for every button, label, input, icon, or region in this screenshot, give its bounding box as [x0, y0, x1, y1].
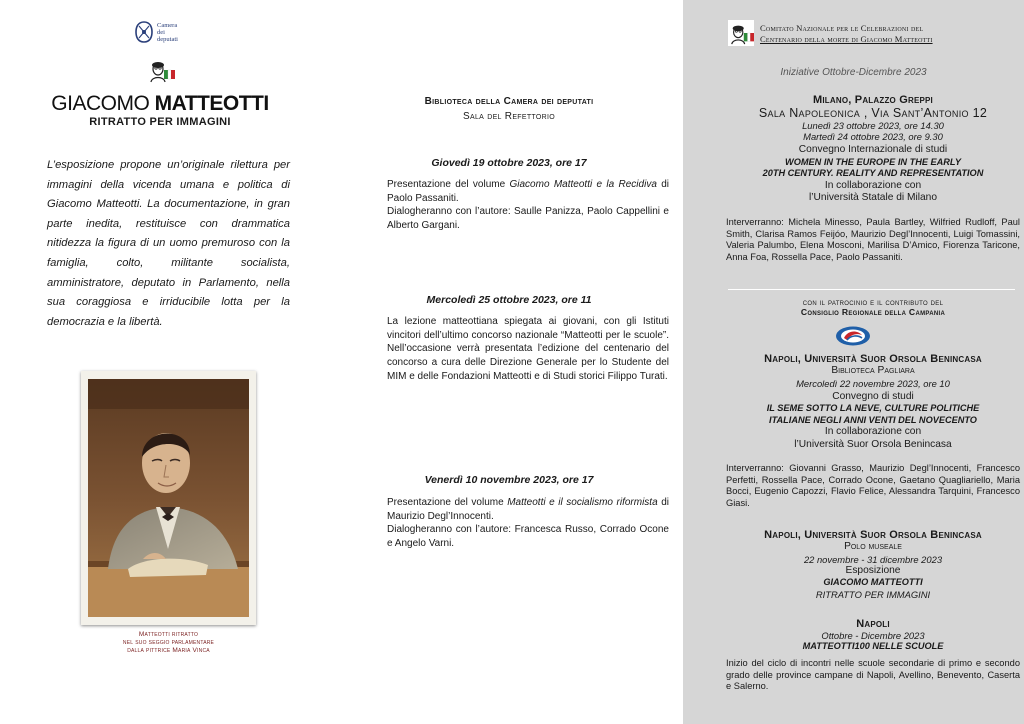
title-last-name: MATTEOTTI: [154, 92, 269, 115]
napoli-2-event: Esposizione: [845, 564, 901, 576]
napoli-3-date: Ottobre - Dicembre 2023: [821, 630, 925, 641]
napoli-1-city: Napoli, Università Suor Orsola Benincasa: [764, 353, 982, 365]
milano-date-2: Martedì 24 ottobre 2023, ore 9.30: [803, 131, 943, 142]
napoli-schools-header: [723, 618, 1023, 653]
chamber-emblem-icon: [134, 20, 154, 44]
chamber-of-deputies-logo: [134, 20, 178, 44]
event-3-date: Venerdì 10 novembre 2023, ore 17: [424, 474, 594, 486]
matteotti-portrait-logo-icon: [147, 56, 175, 84]
napoli-2-city: Napoli, Università Suor Orsola Benincasa: [764, 529, 982, 541]
milano-event: Convegno Internazionale di studi: [798, 144, 948, 155]
napoli-1-event: Convegno di studi: [832, 390, 914, 402]
event-1-date: Giovedì 19 ottobre 2023, ore 17: [431, 157, 587, 169]
portrait-painting: [81, 371, 256, 625]
patronage-line-2: Consiglio Regionale della Campania: [800, 307, 946, 317]
right-panel: [683, 0, 1024, 724]
napoli-convegno-header: [723, 353, 1023, 451]
initiatives-period: Iniziative Ottobre-Dicembre 2023: [780, 67, 927, 78]
milano-city: Milano, Palazzo Greppi: [813, 94, 933, 106]
exhibition-subtitle: RITRATTO PER IMMAGINI: [89, 116, 231, 128]
napoli-3-city: Napoli: [856, 618, 890, 630]
library-room: Sala del Refettorio: [463, 111, 555, 122]
committee-header: [728, 19, 933, 47]
milano-venue: Sala Napoleonica , Via Sant’Antonio 12: [758, 106, 988, 120]
milano-speakers: Interverranno: Michela Minesso, Paula Bartley, Wilfried Rudloff, Paul Smith, Clarisa Ramos Feijóo, Maurizio Degl’Innocenti, Luigi Tomassini, Valeria Palumbo, Elena Mosconi, Marilisa D’Amico, Fiorenza Taricone, Anna Foa, Rossella Pace, Paolo Passaniti.: [726, 217, 1020, 262]
napoli-1-title-1: IL SEME SOTTO LA NEVE, CULTURE POLITICHE: [766, 403, 980, 413]
milano-collab-2: l’Università Statale di Milano: [809, 192, 937, 203]
event-2-date: Mercoledì 25 ottobre 2023, ore 11: [426, 294, 592, 306]
napoli-exhibition-header: [723, 529, 1023, 600]
napoli-2-date: 22 novembre - 31 dicembre 2023: [803, 553, 943, 565]
napoli-1-date: Mercoledì 22 novembre 2023, ore 10: [796, 377, 950, 389]
napoli-2-title-1: GIACOMO MATTEOTTI: [823, 577, 923, 587]
library-title: Biblioteca della Camera dei deputati: [424, 96, 594, 107]
milano-title-1: WOMEN IN THE EUROPE IN THE EARLY: [785, 156, 961, 167]
left-panel: [0, 0, 335, 724]
napoli-3-text: Inizio del ciclo di incontri nelle scuole secondarie di primo e secondo grado delle province campane di Napoli, Avellino, Benevento, Caserta e Salerno.: [726, 658, 1020, 692]
event-2-text: La lezione matteottiana spiegata ai giovani, con gli Istituti vincitori dell’ultimo concorso nazionale “Matteotti per le scuole”. Nell’occasione verrà presentata l’edizione del centenario del concorso a cura delle Direzione Generale per lo Studente del MIM e delle Fondazioni Matteotti e di Studi storici Filippo Turati.: [387, 316, 669, 382]
napoli-1-venue: Biblioteca Pagliara: [831, 365, 915, 376]
middle-panel: [335, 0, 683, 724]
event-1-text: Presentazione del volume Giacomo Matteotti e la Recidiva di Paolo Passaniti. Dialogheranno con l’autore: Saulle Panizza, Paolo Cappellini e Alberto Gargani.: [387, 179, 669, 232]
painting-caption: Matteotti ritratto nel suo seggio parlamentare dalla pittrice Maria Vinca: [122, 631, 215, 654]
campania-region-logo-icon: [835, 326, 871, 346]
milano-date-1: Lunedì 23 ottobre 2023, ore 14.30: [802, 120, 944, 131]
exhibition-title: [0, 92, 320, 116]
intro-paragraph: L’esposizione propone un’originale rilettura per immagini della vicenda umana e politica di Giacomo Matteotti. La documentazione, in gran parte inedita, restituisce con drammatica nitidezza la figura di un uomo premuroso con la famiglia, colto, militante socialista, amministratore, deputato in Parlamento, nella sua coraggiosa e irriducibile lotta per la democrazia e la libertà.: [47, 159, 290, 328]
milano-block-header: [723, 94, 1023, 205]
section-divider: [728, 289, 1015, 290]
committee-portrait-icon: [728, 19, 754, 47]
napoli-1-title-2: ITALIANE NEGLI ANNI VENTI DEL NOVECENTO: [769, 414, 977, 425]
napoli-3-title: MATTEOTTI100 NELLE SCUOLE: [802, 641, 944, 651]
chamber-logo-text: Camera dei deputati: [157, 21, 178, 43]
napoli-1-speakers: Interverranno: Giovanni Grasso, Maurizio Degl’Innocenti, Francesco Perfetti, Rossella Pace, Corrado Ocone, Gaetano Quagliariello, Maria Bocci, Eugenio Capozzi, Flavio Felice, Alessandra Tarquini, Francesco Giasi.: [726, 463, 1020, 508]
painting-image: [88, 379, 249, 617]
napoli-1-collab-2: l’Università Suor Orsola Benincasa: [794, 438, 952, 450]
patronage-line-1: con il patrocinio e il contributo del: [802, 297, 944, 307]
milano-title-2: 20TH CENTURY. REALITY AND REPRESENTATION: [762, 168, 984, 178]
napoli-2-title-2: RITRATTO PER IMMAGINI: [815, 588, 931, 600]
napoli-2-venue: Polo museale: [844, 541, 902, 552]
committee-name: Comitato Nazionale per le Celebrazioni del Centenario della morte di Giacomo Matteotti: [760, 23, 933, 44]
milano-collab-1: In collaborazione con: [824, 179, 922, 191]
title-first-name: GIACOMO: [51, 92, 155, 115]
napoli-1-collab-1: In collaborazione con: [824, 426, 922, 437]
event-3-text: Presentazione del volume Matteotti e il socialismo riformista di Maurizio Degl’Innocenti. Dialogheranno con l’autore: Francesca Russo, Corrado Ocone e Angelo Varni.: [387, 497, 669, 550]
